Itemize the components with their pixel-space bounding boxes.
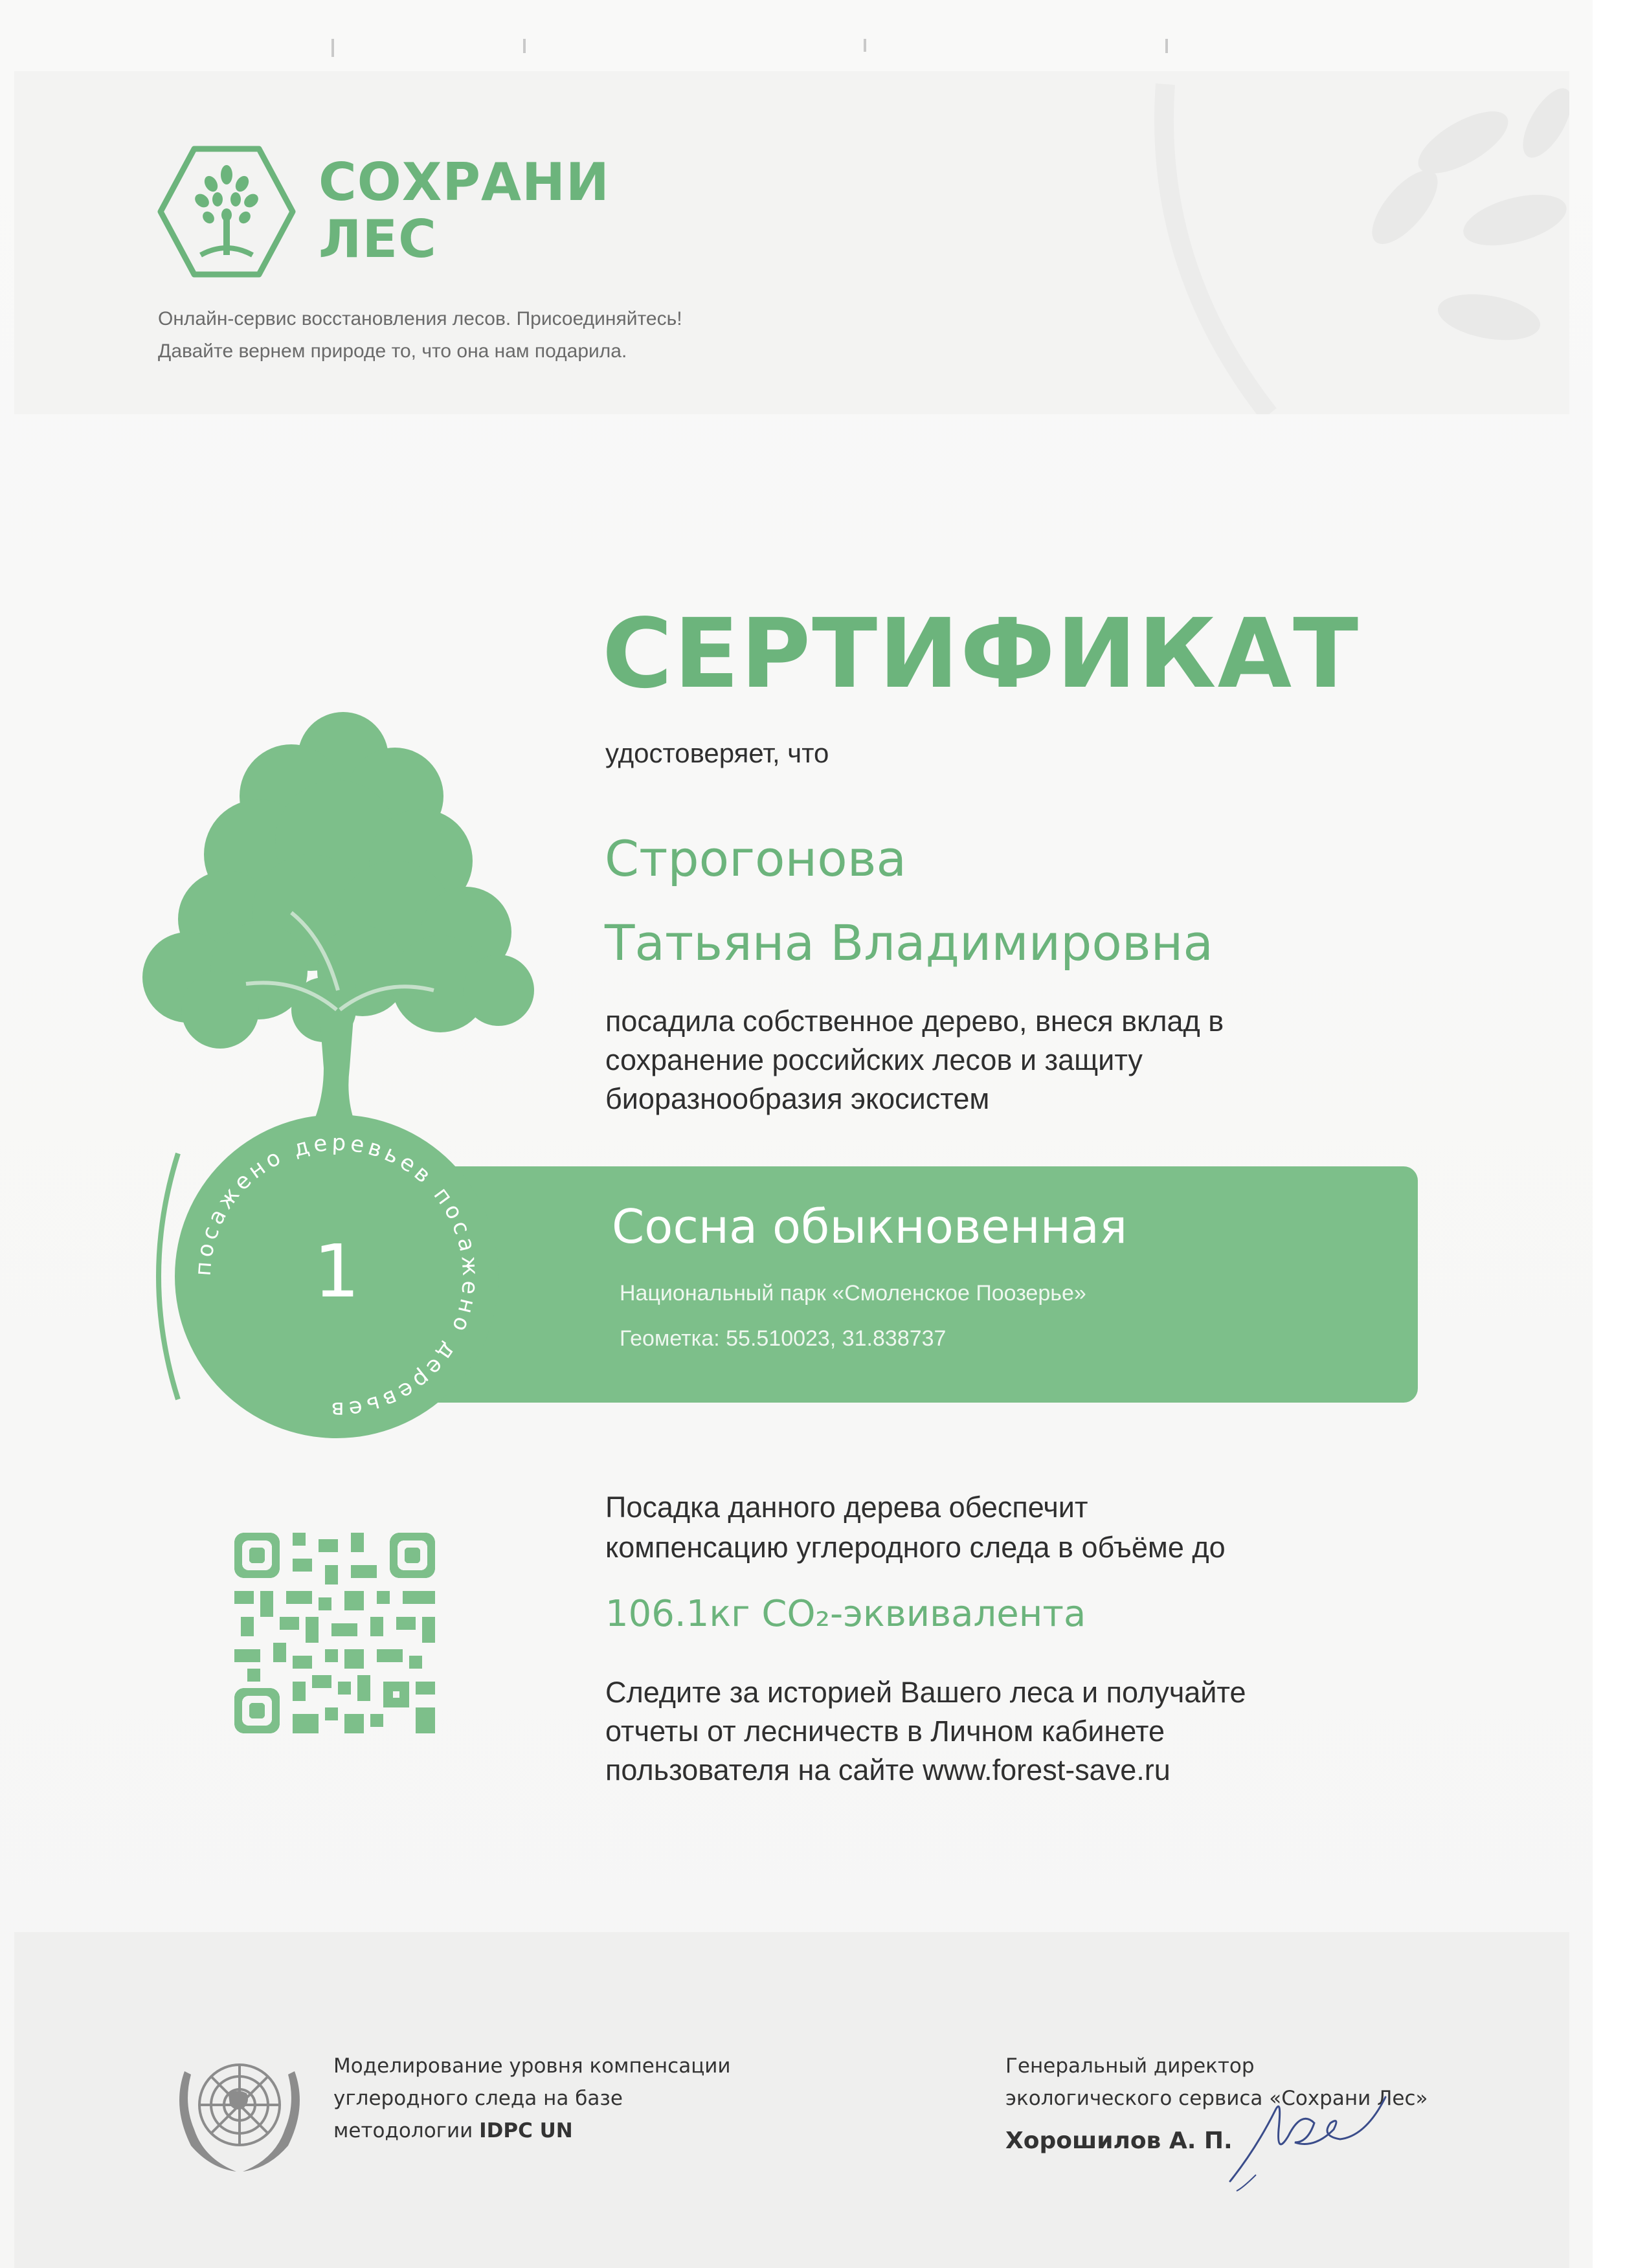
methodology-note <box>333 2050 825 2147</box>
tree-hexagon-icon <box>155 144 298 280</box>
brand-name-line1: СОХРАНИ <box>319 152 610 212</box>
director-line1: Генеральный директор <box>1005 2054 1255 2078</box>
director-line2: экологического сервиса «Сохрани Лес» <box>1005 2087 1428 2110</box>
recipient-given-names: Татьяна Владимировна <box>605 914 1213 972</box>
brand-tagline <box>158 303 870 368</box>
recipient-surname: Строгонова <box>605 830 907 887</box>
geotag-label: Геометка: <box>620 1326 720 1351</box>
geotag-value: 55.510023, 31.838737 <box>726 1326 947 1351</box>
planted-line1: посадила собственное дерево, внеся вклад в <box>605 1005 1224 1038</box>
certifies-text: удостоверяет, что <box>605 738 829 768</box>
methodology-line2: углеродного следа на базе <box>333 2087 623 2110</box>
recipient-name <box>605 817 1446 985</box>
brand-name-line2: ЛЕС <box>319 209 437 269</box>
scan-mark <box>331 39 334 57</box>
compensation-text <box>605 1487 1447 1568</box>
tree-species: Сосна обыкновенная <box>612 1199 1128 1254</box>
methodology-line1: Моделирование уровня компенсации <box>333 2054 731 2078</box>
tagline-line2: Давайте вернем природе то, что она нам подарила. <box>158 340 627 362</box>
park-name: Национальный парк «Смоленское Поозерье» <box>620 1281 1086 1306</box>
tracking-line1: Следите за историей Вашего леса и получайте <box>605 1676 1246 1709</box>
tagline-line1: Онлайн-сервис восстановления лесов. Присоединяйтесь! <box>158 308 682 329</box>
scan-mark <box>864 39 866 52</box>
counter-ring-text: посажено деревьев посажено деревьев <box>190 1129 484 1423</box>
un-emblem-icon <box>165 2032 314 2181</box>
planted-statement <box>605 1002 1369 1118</box>
trees-count: 1 <box>313 1230 360 1314</box>
compensation-line1: Посадка данного дерева обеспечит <box>605 1491 1088 1524</box>
planted-line2: сохранение российских лесов и защиту <box>605 1043 1143 1076</box>
compensation-line2: компенсацию углеродного следа в объёме до <box>605 1531 1226 1564</box>
methodology-bold: IDPC UN <box>479 2119 573 2142</box>
certificate-title: СЕРТИФИКАТ <box>602 598 1360 709</box>
scan-mark <box>1165 39 1168 53</box>
planted-line3: биоразнообразия экосистем <box>605 1082 990 1115</box>
methodology-line3 <box>333 2115 825 2147</box>
handwritten-signature <box>1217 2071 1411 2194</box>
tracking-line2: отчеты от лесничеств в Личном кабинете <box>605 1715 1165 1748</box>
brand-name <box>319 154 655 268</box>
scan-margin <box>1593 0 1647 2268</box>
tracking-line3: пользователя на сайте www.forest-save.ru <box>605 1753 1171 1786</box>
director-name: Хорошилов А. П. <box>1005 2128 1233 2154</box>
geotag <box>620 1324 1396 1353</box>
qr-code[interactable] <box>234 1533 435 1733</box>
leaf-decoration-icon <box>1101 71 1569 414</box>
tracking-text <box>605 1673 1447 1790</box>
methodology-prefix: методологии <box>333 2119 480 2142</box>
co2-amount: 106.1кг CO₂-эквивалента <box>605 1593 1086 1635</box>
scan-mark <box>523 39 526 53</box>
